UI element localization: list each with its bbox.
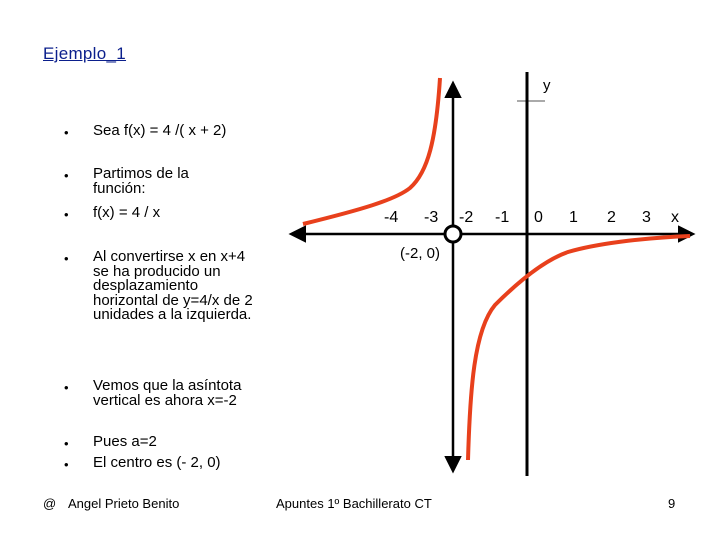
center-label: (-2, 0) — [400, 245, 441, 262]
bullet-text: Pues a=2 — [93, 433, 157, 450]
bullet-text: Sea f(x) = 4 /( x + 2) — [93, 122, 227, 139]
bullet-text: Al convertirse x en x+4 se ha producido un desplazamiento horizontal de y=4/x de 2 unidades a la izquierda. — [93, 248, 253, 323]
bullet-text: El centro es (- 2, 0) — [93, 454, 221, 471]
bullet-marker: • — [64, 207, 69, 222]
bullet-marker: • — [64, 125, 69, 140]
x-tick-label: 3 — [642, 209, 651, 226]
bullet-text: Vemos que la asíntota vertical es ahora x=-2 — [93, 377, 242, 409]
footer-copyright: @ — [43, 496, 57, 511]
hyperbola-right-branch — [468, 236, 690, 460]
x-tick-label: -3 — [424, 209, 439, 226]
footer-page-number: 9 — [668, 496, 676, 511]
x-axis-label: x — [671, 209, 679, 226]
bullet-marker: • — [64, 436, 69, 451]
center-point — [445, 226, 461, 242]
x-tick-label: 2 — [607, 209, 616, 226]
bullet-marker: • — [64, 457, 69, 472]
x-tick-label: -1 — [495, 209, 510, 226]
bullet-text: Partimos de la función: — [93, 165, 189, 197]
slide-title: Ejemplo_1 — [43, 44, 127, 63]
y-axis-label: y — [543, 77, 551, 94]
bullet-text: f(x) = 4 / x — [93, 204, 161, 221]
footer-course: Apuntes 1º Bachillerato CT — [276, 496, 432, 511]
x-tick-label: -2 — [459, 209, 474, 226]
footer-author: Angel Prieto Benito — [68, 496, 180, 511]
hyperbola-left-branch — [303, 78, 440, 224]
x-tick-label: 0 — [534, 209, 543, 226]
bullet-marker: • — [64, 251, 69, 266]
x-tick-label: -4 — [384, 209, 399, 226]
bullet-marker: • — [64, 380, 69, 395]
bullet-marker: • — [64, 168, 69, 183]
x-tick-label: 1 — [569, 209, 578, 226]
